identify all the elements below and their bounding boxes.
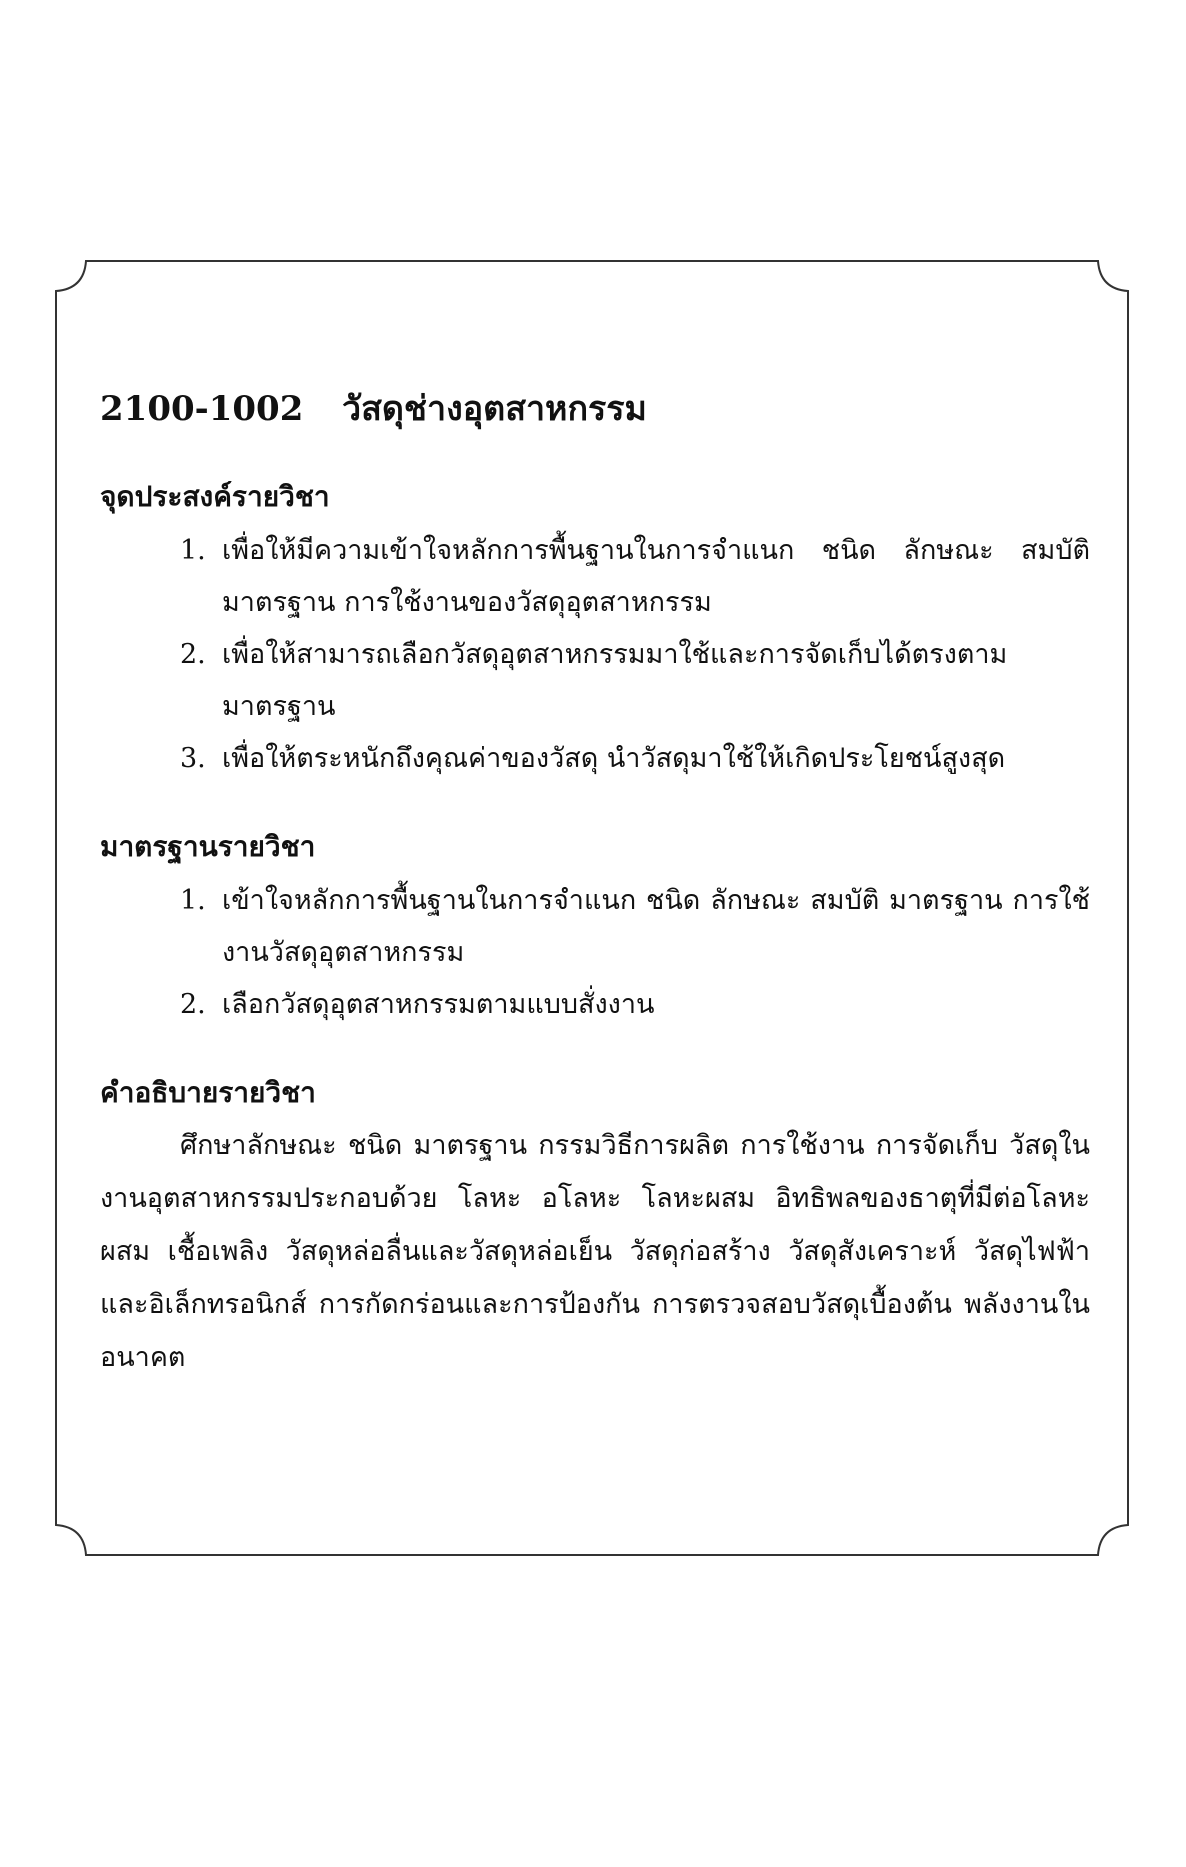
item-number: 1. (180, 885, 206, 916)
item-number: 2. (180, 639, 206, 670)
item-text: เข้าใจหลักการพื้นฐานในการจำแนก ชนิด ลักษณะ สมบัติ มาตรฐาน การใช้งานวัสดุอุตสาหกรรม (222, 885, 1090, 968)
standards-list (100, 875, 1090, 1031)
list-item (100, 979, 1090, 1031)
item-number: 2. (180, 989, 206, 1020)
course-code: 2100-1002 (100, 389, 304, 429)
course-title (100, 385, 1090, 433)
description-text: ศึกษาลักษณะ ชนิด มาตรฐาน กรรมวิธีการผลิต การใช้งาน การจัดเก็บ วัสดุในงานอุตสาหกรรมประกอบด้วย โลหะ อโลหะ โลหะผสม อิทธิพลของธาตุที่มีต่อโลหะผสม เชื้อเพลิง วัสดุหล่อลื่นและวัสดุหล่อเย็น วัสดุก่อสร้าง วัสดุสังเคราะห์ วัสดุไฟฟ้าและอิเล็กทรอนิกส์ การกัดกร่อนและการป้องกัน การตรวจสอบวัสดุเบื้องต้น พลังงานในอนาคต (100, 1130, 1090, 1373)
course-content (100, 385, 1090, 1384)
item-text: เพื่อให้ตระหนักถึงคุณค่าของวัสดุ นำวัสดุมาใช้ให้เกิดประโยชน์สูงสุด (222, 743, 1006, 774)
description-heading: คำอธิบายรายวิชา (100, 1076, 316, 1109)
item-text: เลือกวัสดุอุตสาหกรรมตามแบบสั่งงาน (222, 989, 655, 1020)
item-number: 3. (180, 743, 206, 774)
item-number: 1. (180, 535, 206, 566)
item-text: เพื่อให้สามารถเลือกวัสดุอุตสาหกรรมมาใช้และการจัดเก็บได้ตรงตามมาตรฐาน (222, 639, 1008, 722)
standards-heading: มาตรฐานรายวิชา (100, 830, 316, 863)
objectives-heading: จุดประสงค์รายวิชา (100, 480, 330, 513)
list-item (100, 525, 1090, 629)
course-name: วัสดุช่างอุตสาหกรรม (342, 389, 647, 429)
list-item (100, 875, 1090, 979)
objectives-list (100, 525, 1090, 785)
list-item (100, 733, 1090, 785)
list-item (100, 629, 1090, 733)
item-text: เพื่อให้มีความเข้าใจหลักการพื้นฐานในการจำแนก ชนิด ลักษณะ สมบัติ มาตรฐาน การใช้งานของวัสดุอุตสาหกรรม (222, 535, 1090, 618)
